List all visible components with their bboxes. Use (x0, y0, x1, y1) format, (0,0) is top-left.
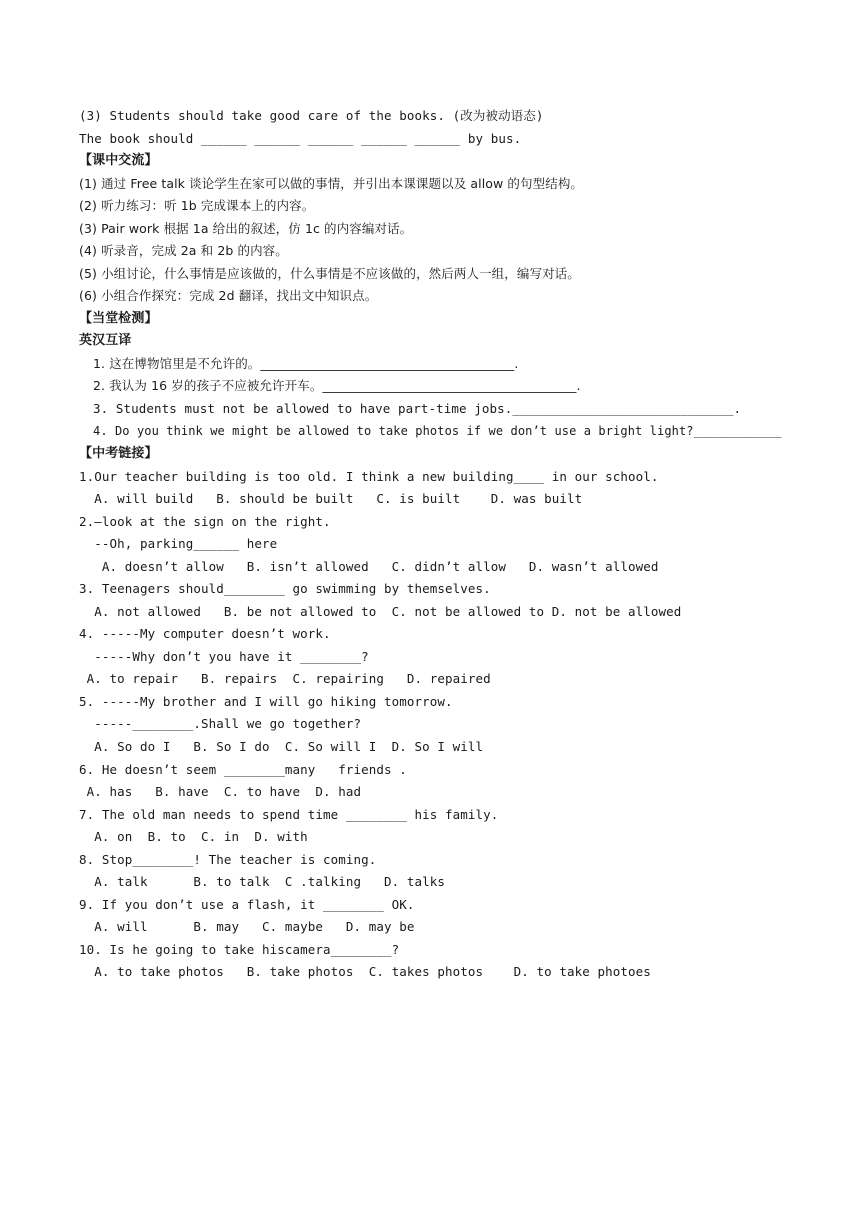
translation-item: 3. Students must not be allowed to have part-time jobs._____________________________. (93, 401, 742, 416)
translation-subheading: 英汉互译 (79, 333, 132, 348)
exam-options: A. on B. to C. in D. with (79, 829, 308, 844)
class-exchange-heading: 【课中交流】 (79, 153, 158, 168)
exam-options: A. will B. may C. maybe D. may be (79, 919, 415, 934)
exam-question: 2.—look at the sign on the right. (79, 514, 331, 529)
exam-question: 6. He doesn’t seem ________many friends . (79, 762, 407, 777)
exam-question: 1.Our teacher building is too old. I think a new building____ in our school. (79, 469, 659, 484)
exam-question: -----Why don’t you have it ________? (79, 649, 369, 664)
exam-options: A. talk B. to talk C .talking D. talks (79, 874, 446, 889)
exam-options: A. doesn’t allow B. isn’t allowed C. didn’t allow D. wasn’t allowed (79, 559, 659, 574)
exam-question: 9. If you don’t use a flash, it ________ OK. (79, 897, 415, 912)
exam-question: 8. Stop________! The teacher is coming. (79, 852, 377, 867)
preview-question-3: (3) Students should take good care of the books. (改为被动语态) (79, 108, 544, 123)
class-exchange-item: (5) 小组讨论，什么事情是应该做的，什么事情是不应该做的，然后两人一组，编写对话。 (79, 266, 580, 281)
class-exchange-item: (6) 小组合作探究：完成 2d 翻译，找出文中知识点。 (79, 288, 378, 303)
class-exchange-item: (2) 听力练习：听 1b 完成课本上的内容。 (79, 198, 315, 213)
class-exchange-item: (3) Pair work 根据 1a 给出的叙述，仿 1c 的内容编对话。 (79, 221, 413, 236)
exam-options: A. So do I B. So I do C. So will I D. So I will (79, 739, 484, 754)
translation-item: 2. 我认为 16 岁的孩子不应被允许开车。________________________________________. (93, 378, 581, 393)
exam-question: 5. -----My brother and I will go hiking tomorrow. (79, 694, 453, 709)
exam-options: A. has B. have C. to have D. had (79, 784, 362, 799)
class-exchange-item: (4) 听录音，完成 2a 和 2b 的内容。 (79, 243, 288, 258)
exam-question: 10. Is he going to take hiscamera________? (79, 942, 400, 957)
exam-options: A. not allowed B. be not allowed to C. not be allowed to D. not be allowed (79, 604, 682, 619)
exam-question: --Oh, parking______ here (79, 536, 278, 551)
exam-question: 7. The old man needs to spend time ________ his family. (79, 807, 499, 822)
translation-item: 4. Do you think we might be allowed to take photos if we don’t use a bright light?____________ (93, 424, 782, 438)
exam-link-heading: 【中考链接】 (79, 446, 158, 461)
exam-question: 4. -----My computer doesn’t work. (79, 626, 331, 641)
exam-options: A. to take photos B. take photos C. takes photos D. to take photoes (79, 964, 651, 979)
class-exchange-item: (1) 通过 Free talk 谈论学生在家可以做的事情，并引出本课课题以及 allow 的句型结构。 (79, 176, 584, 191)
exam-options: A. will build B. should be built C. is built D. was built (79, 491, 583, 506)
translation-item: 1. 这在博物馆里是不允许的。________________________________________. (93, 356, 519, 371)
exam-question: -----________.Shall we go together? (79, 716, 362, 731)
exam-question: 3. Teenagers should________ go swimming by themselves. (79, 581, 491, 596)
exam-options: A. to repair B. repairs C. repairing D. repaired (79, 671, 491, 686)
preview-question-3-answer: The book should ______ ______ ______ ______ ______ by bus. (79, 131, 522, 146)
in-class-test-heading: 【当堂检测】 (79, 311, 158, 326)
